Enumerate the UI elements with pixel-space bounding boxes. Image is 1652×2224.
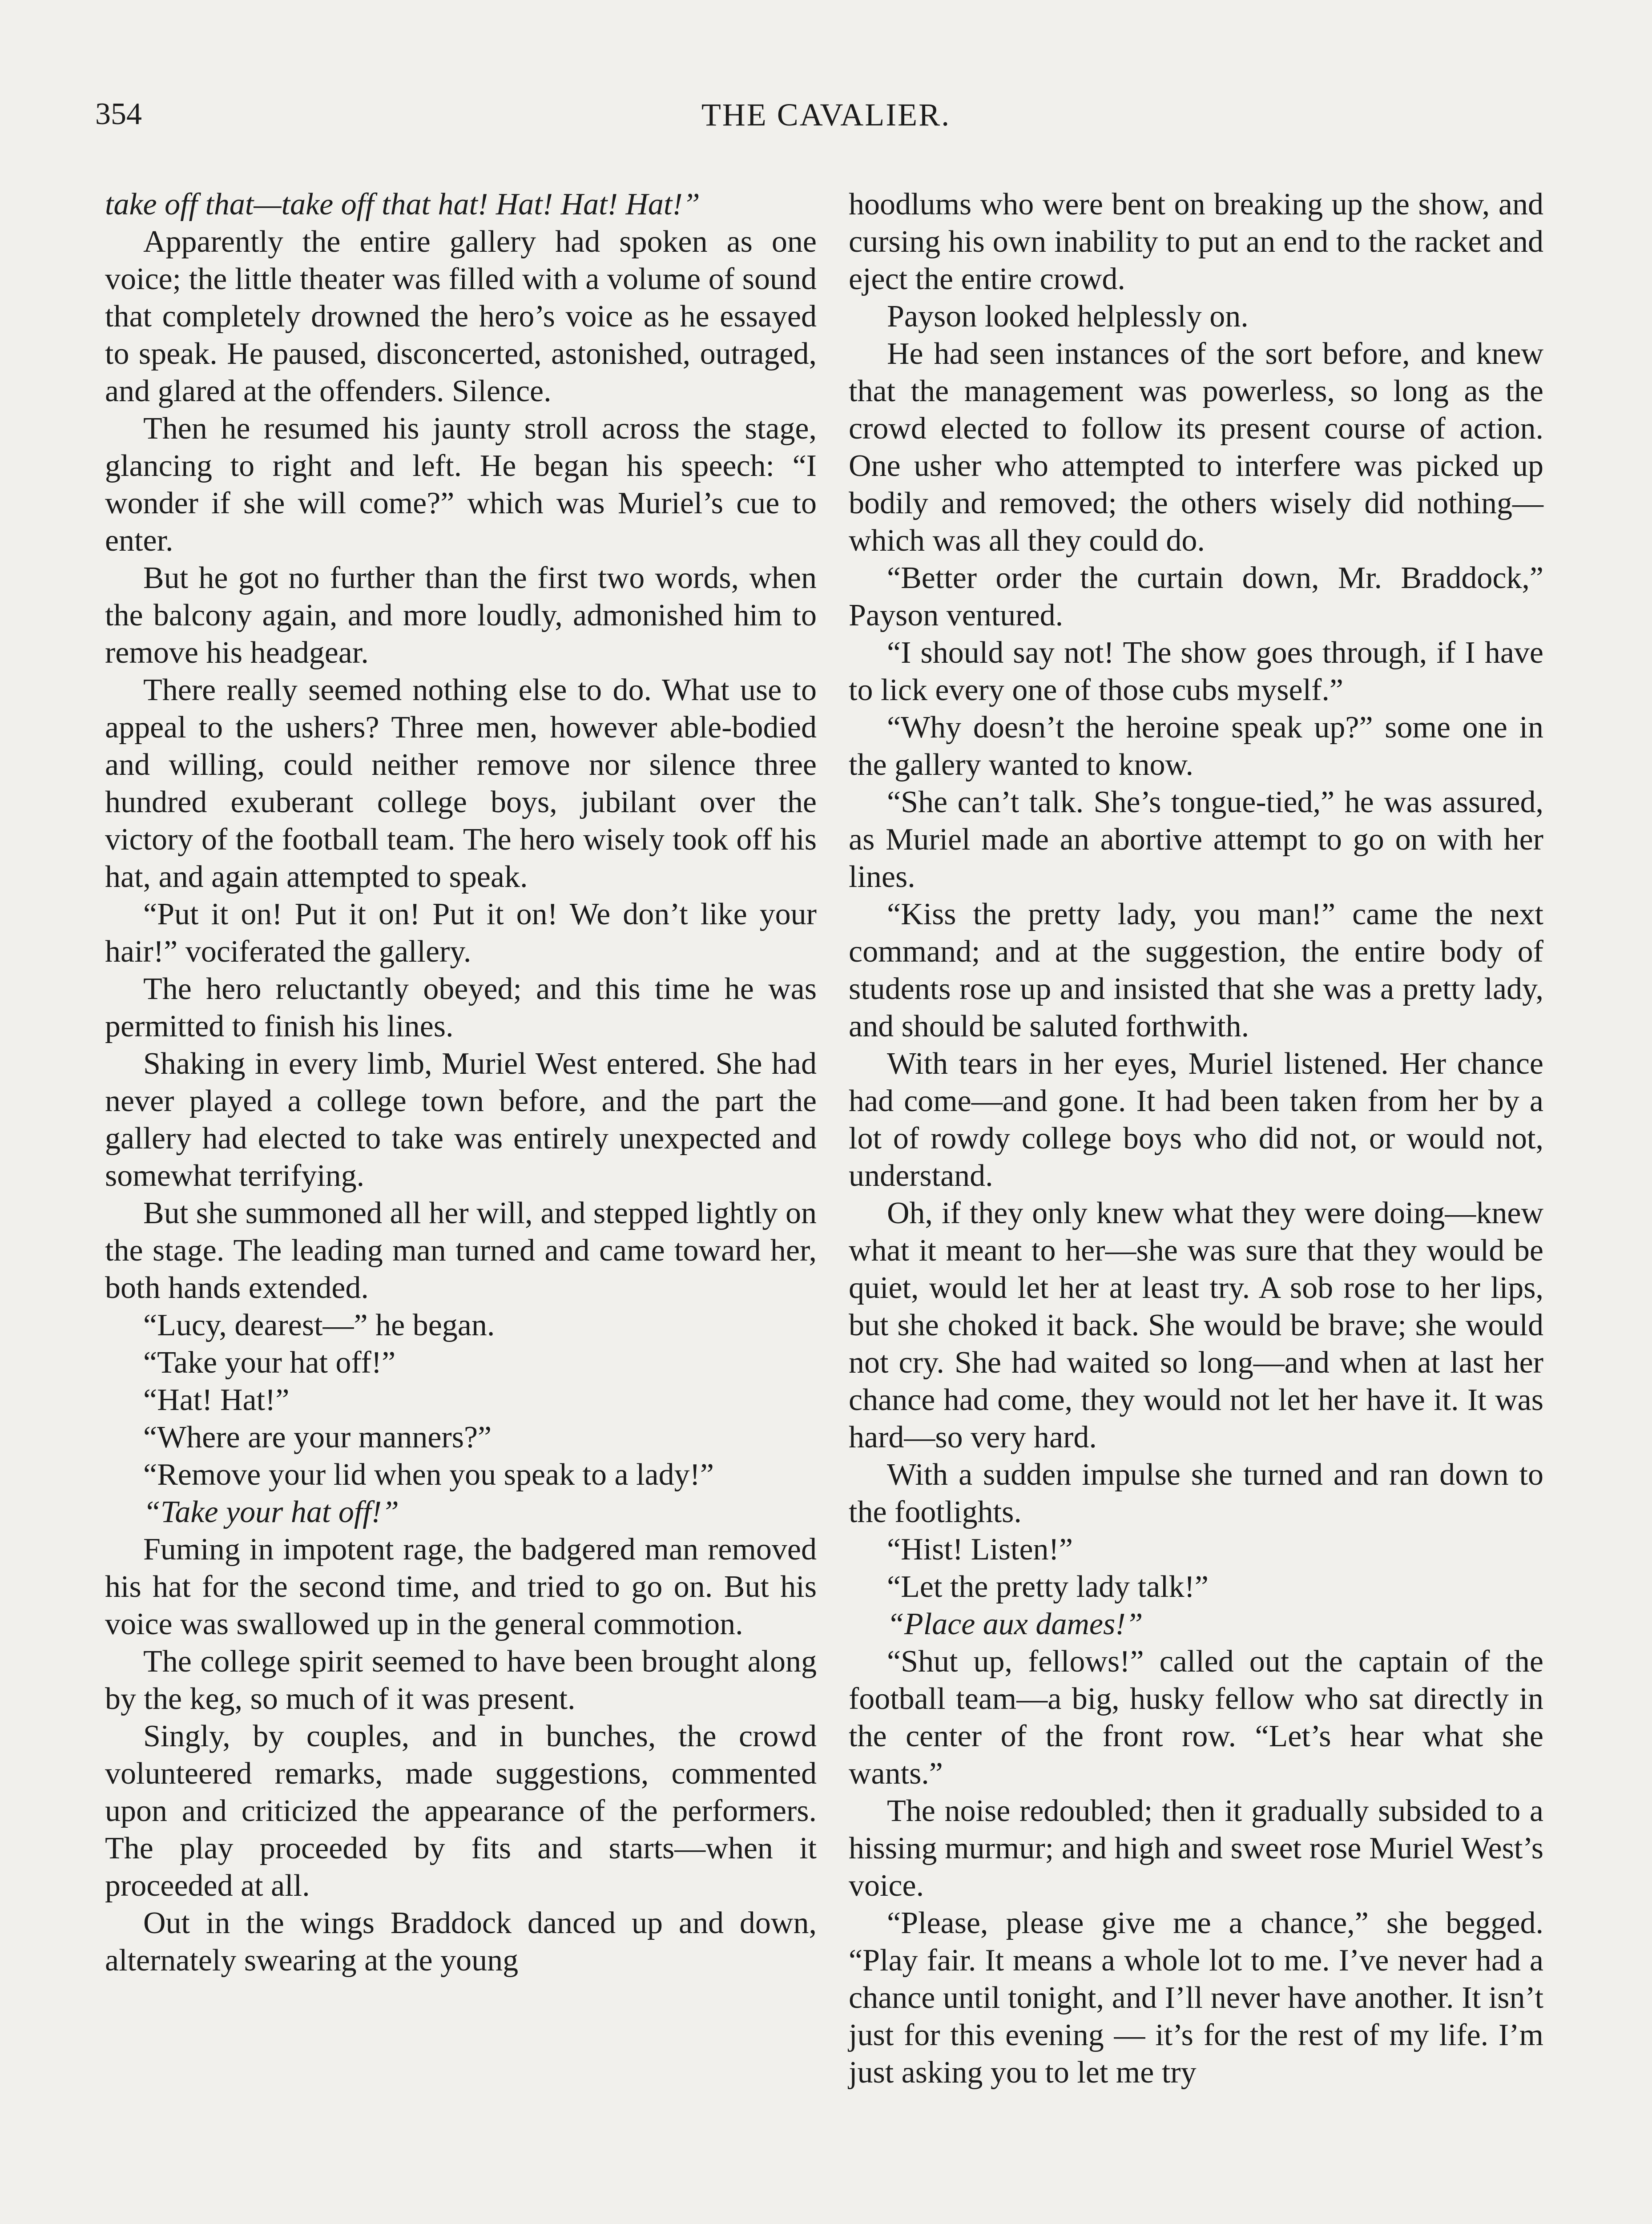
paragraph: “She can’t talk. She’s tongue-tied,” he was assured, as Muriel made an abortive attempt to go on with her lines. bbox=[849, 785, 1543, 894]
paragraph: Oh, if they only knew what they were doing—knew what it meant to her—she was sure that they would be quiet, would let her at least try. A sob rose to her lips, but she choked it back. She would be brave; she would not cry. She had waited so long—and when at last her chance had come, they would not let her have it. It was hard—so very hard. bbox=[849, 1196, 1543, 1454]
paragraph: “Let the pretty lady talk!” bbox=[887, 1570, 1209, 1604]
paragraph: But she summoned all her will, and stepped lightly on the stage. The leading man turned and came toward her, both hands extended. bbox=[105, 1196, 817, 1305]
paragraph: “Shut up, fellows!” called out the captain of the football team—a big, husky fellow who sat directly in the center of the front row. “Let’s hear what she wants.” bbox=[849, 1644, 1543, 1791]
paragraph: “I should say not! The show goes through, if I have to lick every one of those cubs myself.” bbox=[849, 636, 1543, 707]
paragraph: Shaking in every limb, Muriel West entered. She had never played a college town before, and the part the gallery had elected to take was entirely unexpected and somewhat terrifying. bbox=[105, 1047, 817, 1193]
paragraph: Then he resumed his jaunty stroll across the stage, glancing to right and left. He began his speech: “I wonder if she will come?” which was Muriel’s cue to enter. bbox=[105, 411, 817, 558]
paragraph: “Take your hat off!” bbox=[143, 1346, 396, 1380]
left-column bbox=[105, 186, 817, 1979]
paragraph: “Kiss the pretty lady, you man!” came the next command; and at the suggestion, the entire body of students rose up and insisted that she was a pretty lady, and should be saluted forthwith. bbox=[849, 897, 1543, 1044]
paragraph: hoodlums who were bent on breaking up the show, and cursing his own inability to put an end to the racket and eject the entire crowd. bbox=[849, 187, 1543, 296]
paragraph: Fuming in impotent rage, the badgered man removed his hat for the second time, and tried to go on. But his voice was swallowed up in the general commotion. bbox=[105, 1532, 817, 1641]
paragraph: “Why doesn’t the heroine speak up?” some one in the gallery wanted to know. bbox=[849, 710, 1543, 782]
paragraph: But he got no further than the first two words, when the balcony again, and more loudly, admonished him to remove his headgear. bbox=[105, 561, 817, 670]
paragraph: take off that—take off that hat! Hat! Hat! Hat!” bbox=[105, 187, 700, 222]
paragraph: Apparently the entire gallery had spoken as one voice; the little theater was filled with a volume of sound that completely drowned the hero’s voice as he essayed to speak. He paused, disconcerted, astonished, outraged, and glared at the offenders. Silence. bbox=[105, 225, 817, 408]
paragraph: Out in the wings Braddock danced up and down, alternately swearing at the young bbox=[105, 1906, 817, 1978]
page-number: 354 bbox=[95, 97, 142, 131]
paragraph: The hero reluctantly obeyed; and this time he was permitted to finish his lines. bbox=[105, 972, 817, 1044]
paragraph: “Where are your manners?” bbox=[143, 1420, 492, 1454]
paragraph: “Better order the curtain down, Mr. Braddock,” Payson ventured. bbox=[849, 561, 1543, 633]
paragraph: With a sudden impulse she turned and ran down to the footlights. bbox=[849, 1458, 1543, 1529]
paragraph: “Lucy, dearest—” he began. bbox=[143, 1308, 495, 1342]
paragraph: Singly, by couples, and in bunches, the crowd volunteered remarks, made suggestions, commented upon and criticized the appearance of the performers. The play proceeded by fits and starts—when it proceeded at all. bbox=[105, 1719, 817, 1903]
paragraph: “Hat! Hat!” bbox=[143, 1383, 290, 1417]
paragraph: “Put it on! Put it on! Put it on! We don’t like your hair!” vociferated the gallery. bbox=[105, 897, 817, 969]
paragraph: There really seemed nothing else to do. What use to appeal to the ushers? Three men, however able-bodied and willing, could neither remove nor silence three hundred exuberant college boys, jubilant over the victory of the football team. The hero wisely took off his hat, and again attempted to speak. bbox=[105, 673, 817, 894]
right-column bbox=[849, 186, 1543, 2091]
running-head: THE CAVALIER. bbox=[701, 97, 951, 133]
paragraph: “Take your hat off!” bbox=[143, 1495, 399, 1529]
paragraph: With tears in her eyes, Muriel listened. Her chance had come—and gone. It had been taken from her by a lot of rowdy college boys who did not, or would not, understand. bbox=[849, 1047, 1543, 1193]
paragraph: Payson looked helplessly on. bbox=[887, 299, 1249, 334]
paragraph: The noise redoubled; then it gradually subsided to a hissing murmur; and high and sweet rose Muriel West’s voice. bbox=[849, 1794, 1543, 1903]
paragraph: The college spirit seemed to have been brought along by the keg, so much of it was present. bbox=[105, 1644, 817, 1716]
paragraph: “Please, please give me a chance,” she begged. “Play fair. It means a whole lot to me. I’ve never had a chance until tonight, and I’ll never have another. It isn’t just for this evening — it’s for the rest of my life. I’m just asking you to let me try bbox=[849, 1906, 1543, 2090]
paragraph: “Remove your lid when you speak to a lady!” bbox=[143, 1458, 714, 1492]
paragraph: “Place aux dames!” bbox=[887, 1607, 1143, 1641]
paragraph: “Hist! Listen!” bbox=[887, 1532, 1073, 1567]
paragraph: He had seen instances of the sort before, and knew that the management was powerless, so long as the crowd elected to follow its present course of action. One usher who attempted to interfere was picked up bodily and removed; the others wisely did nothing—which was all they could do. bbox=[849, 337, 1543, 558]
